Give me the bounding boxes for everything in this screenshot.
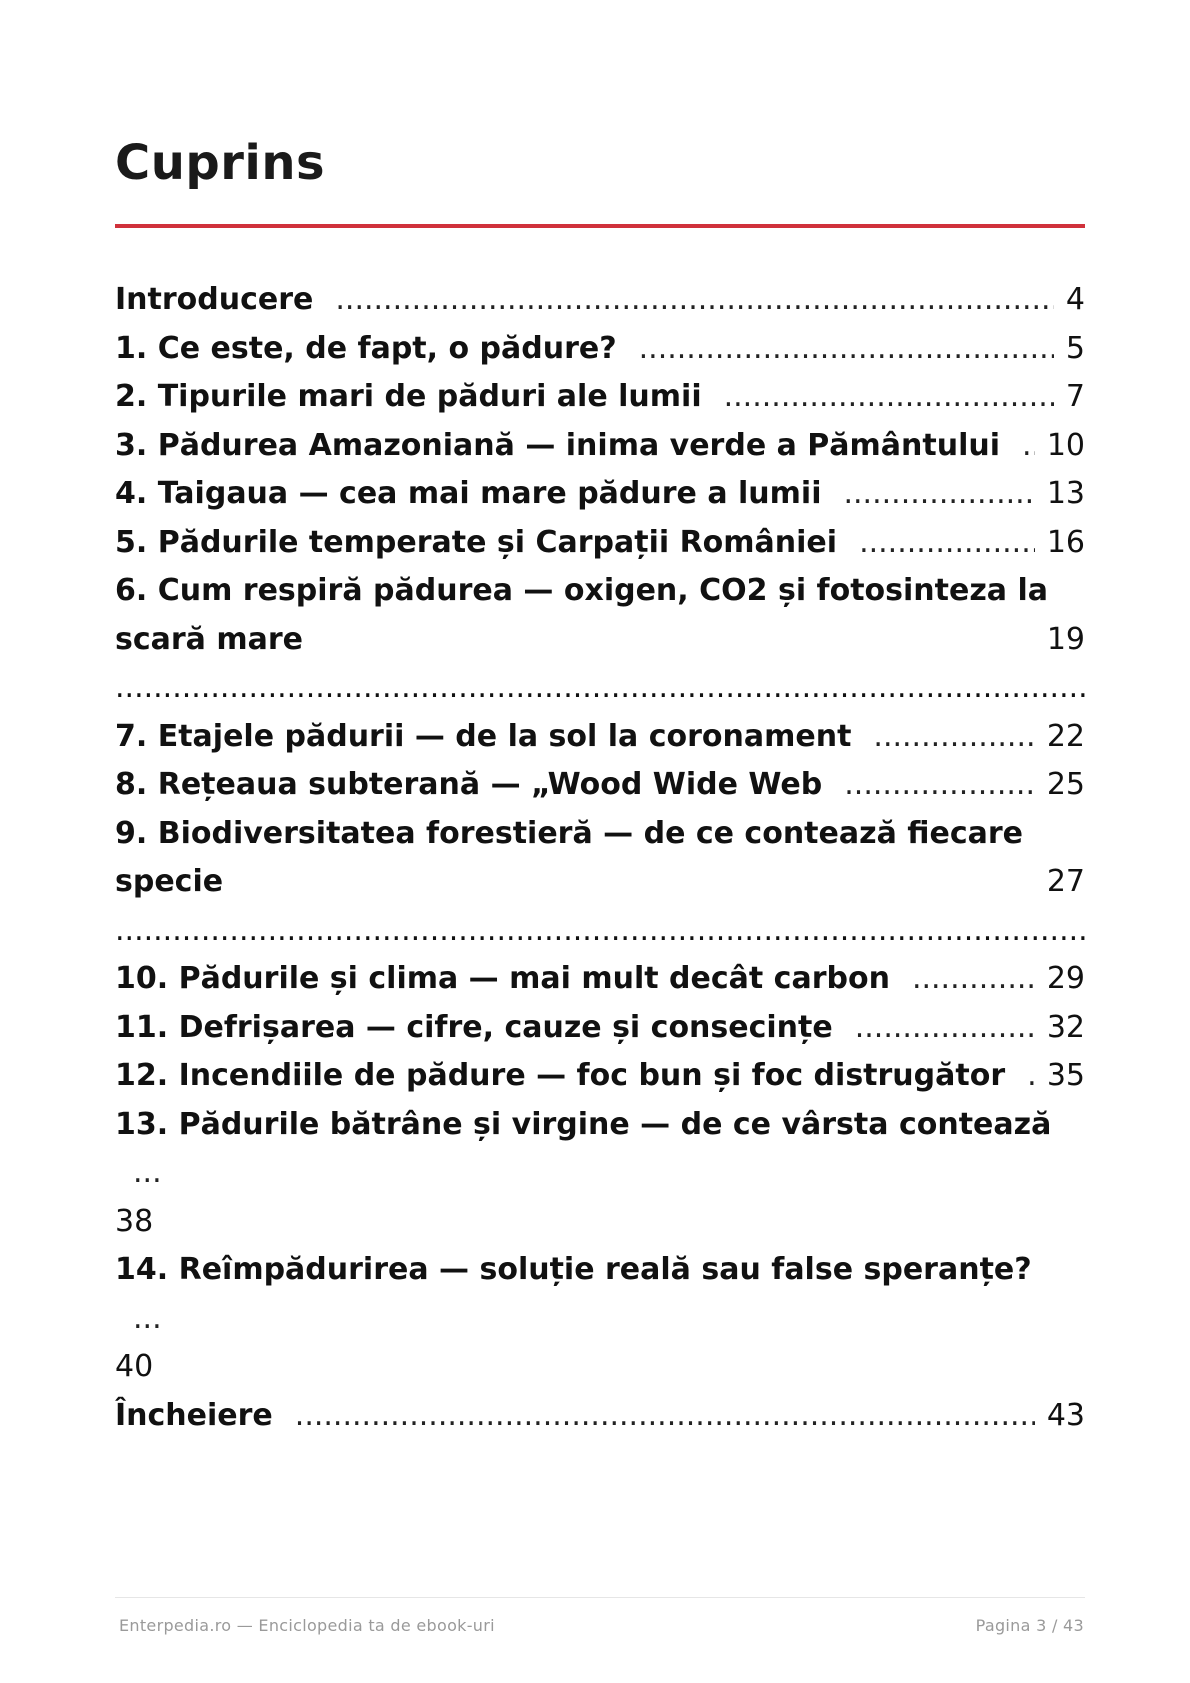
toc-entry-chapter-8[interactable]	[115, 761, 1085, 810]
toc-entry-title: 4. Taigaua — cea mai mare pădure a lumii	[115, 470, 843, 519]
toc-entry-chapter-14[interactable]	[115, 1246, 1085, 1392]
toc-dot-leader	[873, 713, 1034, 762]
toc-dot-leader	[843, 470, 1034, 519]
toc-entry-chapter-7[interactable]	[115, 713, 1085, 762]
toc-entry-title-continued: specie	[115, 858, 245, 907]
toc-entry-title: 3. Pădurea Amazoniană — inima verde a Pământului	[115, 422, 1022, 471]
toc-entry-second-line	[115, 858, 1085, 955]
page-title: Cuprins	[115, 135, 326, 191]
toc-entry-title: Încheiere	[115, 1392, 295, 1441]
toc-entry-title-continued: scară mare	[115, 616, 325, 665]
toc-entry-title: 11. Defrișarea — cifre, cauze și consecințe	[115, 1004, 855, 1053]
toc-dot-leader	[844, 761, 1035, 810]
toc-dot-leader	[724, 373, 1054, 422]
toc-dot-leader: ...	[133, 1155, 162, 1190]
toc-entry-page: 29	[1035, 955, 1085, 1004]
toc-dot-leader	[115, 913, 1085, 948]
toc-entry-chapter-5[interactable]	[115, 519, 1085, 568]
toc-entry-chapter-9[interactable]	[115, 810, 1085, 956]
toc-entry-chapter-11[interactable]	[115, 1004, 1085, 1053]
toc-entry-chapter-10[interactable]	[115, 955, 1085, 1004]
toc-entry-title: 12. Incendiile de pădure — foc bun și foc distrugător	[115, 1052, 1027, 1101]
toc-entry-second-line	[115, 616, 1085, 713]
toc-entry-title: 7. Etajele pădurii — de la sol la coronament	[115, 713, 873, 762]
toc-entry-title: 8. Rețeaua subterană — „Wood Wide Web	[115, 761, 844, 810]
footer-site-text: Enterpedia.ro — Enciclopedia ta de ebook-uri	[119, 1616, 495, 1635]
toc-entry-chapter-13[interactable]	[115, 1101, 1085, 1247]
toc-entry-chapter-4[interactable]	[115, 470, 1085, 519]
toc-entry-title: 1. Ce este, de fapt, o pădure?	[115, 325, 639, 374]
toc-dot-leader	[295, 1392, 1035, 1441]
title-divider	[115, 224, 1085, 228]
toc-entry-page: 25	[1035, 761, 1085, 810]
toc-entry-page: 43	[1035, 1392, 1085, 1441]
toc-entry-chapter-12[interactable]	[115, 1052, 1085, 1101]
toc-entry-page: 4	[1054, 276, 1085, 325]
toc-entry-chapter-3[interactable]	[115, 422, 1085, 471]
toc-entry-introducere[interactable]	[115, 276, 1085, 325]
toc-entry-title: 14. Reîmpădurirea — soluție reală sau false speranțe?	[115, 1252, 1032, 1287]
toc-entry-chapter-1[interactable]	[115, 325, 1085, 374]
footer-divider	[115, 1597, 1085, 1598]
toc-entry-incheiere[interactable]	[115, 1392, 1085, 1441]
toc-entry-page: 40	[115, 1349, 154, 1384]
toc-entry-title: 9. Biodiversitatea forestieră — de ce contează fiecare	[115, 815, 1024, 851]
toc-entry-page: 7	[1054, 373, 1085, 422]
footer-page-number: Pagina 3 / 43	[975, 1616, 1084, 1635]
toc-entry-title: 13. Pădurile bătrâne și virgine — de ce vârsta contează	[115, 1106, 1052, 1142]
toc-entry-page: 19	[1035, 616, 1085, 665]
table-of-contents	[115, 276, 1085, 1440]
toc-dot-leader	[855, 1004, 1035, 1053]
toc-entry-title: 6. Cum respiră pădurea — oxigen, CO2 și fotosinteza la	[115, 573, 1049, 608]
toc-dot-leader	[115, 670, 1085, 705]
toc-dot-leader	[912, 955, 1035, 1004]
toc-entry-page: 22	[1035, 713, 1085, 762]
toc-entry-page: 32	[1035, 1004, 1085, 1053]
toc-entry-page: 10	[1035, 422, 1085, 471]
toc-entry-chapter-6[interactable]	[115, 567, 1085, 713]
toc-entry-page: 38	[115, 1203, 154, 1239]
toc-dot-leader	[859, 519, 1035, 568]
toc-entry-title: Introducere	[115, 276, 335, 325]
toc-entry-page: 16	[1035, 519, 1085, 568]
toc-entry-title: 2. Tipurile mari de păduri ale lumii	[115, 373, 724, 422]
toc-dot-leader	[1027, 1052, 1035, 1101]
toc-entry-page: 27	[1035, 858, 1085, 907]
toc-dot-leader	[639, 325, 1054, 374]
toc-dot-leader	[335, 276, 1054, 325]
toc-entry-page: 5	[1054, 325, 1085, 374]
toc-entry-page: 35	[1035, 1052, 1085, 1101]
toc-entry-title: 10. Pădurile și clima — mai mult decât carbon	[115, 955, 912, 1004]
toc-dot-leader	[1022, 422, 1035, 471]
toc-entry-title: 5. Pădurile temperate și Carpații României	[115, 519, 859, 568]
toc-entry-chapter-2[interactable]	[115, 373, 1085, 422]
toc-entry-page: 13	[1035, 470, 1085, 519]
toc-dot-leader: ...	[133, 1300, 162, 1336]
